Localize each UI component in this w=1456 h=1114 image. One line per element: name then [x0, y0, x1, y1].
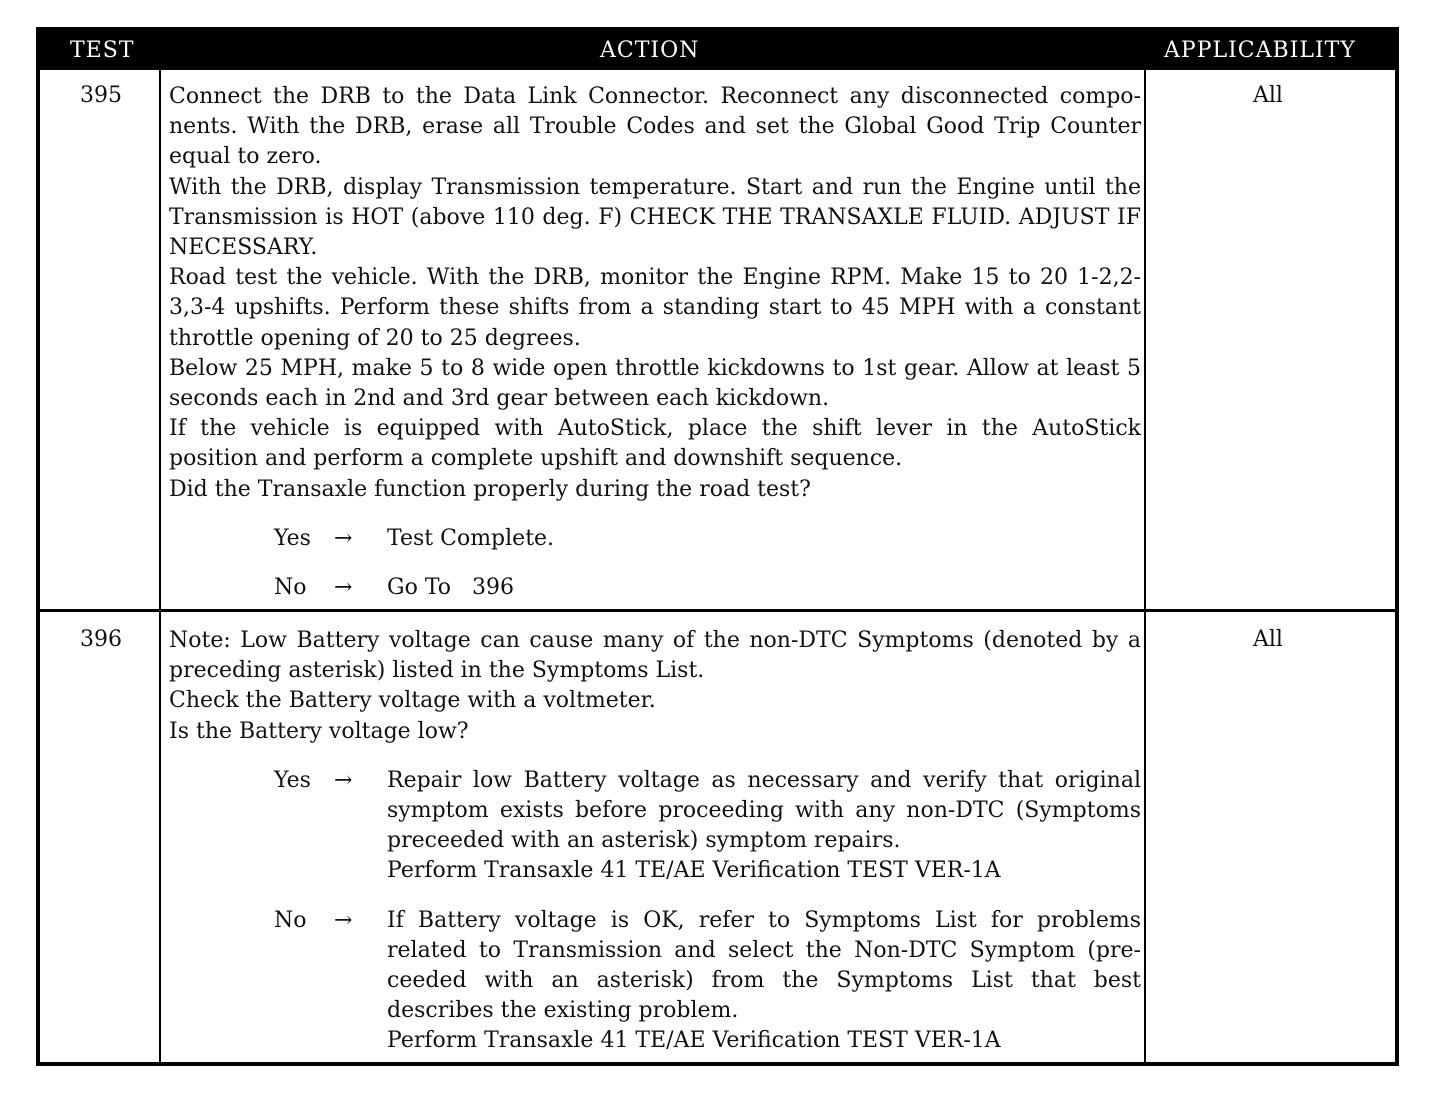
answer-no	[274, 906, 1141, 1057]
action-paragraph: Below 25 MPH, make 5 to 8 wide open throttle kickdowns to 1st gear. Allow at least 5 seconds each in 2nd and 3rd gear between each kickdown.	[169, 355, 1141, 412]
answer-label: Yes	[274, 767, 311, 793]
arrow-icon: →	[334, 575, 353, 601]
answer-text	[387, 906, 1141, 1057]
answer-label: No	[274, 575, 307, 601]
answer-text: Go To 396	[387, 575, 514, 601]
diagnostic-table	[36, 27, 1399, 1066]
action-paragraph: Is the Battery voltage low?	[169, 718, 469, 744]
answer-line: If Battery voltage is OK, refer to Symptoms List for problems related to Transmission and select the Non-DTC Symptom (pre-ceeded with an asterisk) from the Symptoms List that best describes the existing problem.	[387, 907, 1141, 1024]
answer-no	[274, 573, 1141, 603]
answer-text: Test Complete.	[387, 525, 555, 551]
answer-line: Perform Transaxle 41 TE/AE Verification TEST VER-1A	[387, 1028, 1001, 1054]
answer-line: Perform Transaxle 41 TE/AE Verification TEST VER-1A	[387, 858, 1001, 884]
action-paragraph: Road test the vehicle. With the DRB, monitor the Engine RPM. Make 15 to 20 1-2,2-3,3-4 upshifts. Perform these shifts from a standing start to 45 MPH with a constant throttle opening of 20 to 25 degrees.	[169, 265, 1141, 351]
answer-label: No	[274, 907, 307, 933]
arrow-icon: →	[334, 767, 353, 793]
arrow-icon: →	[334, 907, 353, 933]
test-number-396: 396	[80, 627, 122, 652]
action-cell-396	[169, 626, 1141, 1057]
test-number-395: 395	[80, 83, 122, 108]
table-header	[40, 31, 1395, 70]
column-divider-action	[1144, 70, 1146, 1062]
header-test: TEST	[70, 38, 135, 63]
action-paragraph: Check the Battery voltage with a voltmeter.	[169, 688, 656, 714]
answer-yes	[274, 766, 1141, 887]
action-cell-395	[169, 82, 1141, 603]
applicability-396: All	[1253, 627, 1283, 652]
action-paragraph: Connect the DRB to the Data Link Connector. Reconnect any disconnected compo-nents. With the DRB, erase all Trouble Codes and set the Global Good Trip Counter equal to zero.	[169, 84, 1141, 170]
action-paragraph: If the vehicle is equipped with AutoStick, place the shift lever in the AutoStick position and perform a complete upshift and downshift sequence.	[169, 416, 1141, 472]
action-paragraph: With the DRB, display Transmission temperature. Start and run the Engine until the Transmission is HOT (above 110 deg. F) CHECK THE TRANSAXLE FLUID. ADJUST IF NECESSARY.	[169, 174, 1141, 261]
arrow-icon: →	[334, 525, 353, 551]
answer-text	[387, 766, 1141, 887]
applicability-395: All	[1253, 83, 1283, 108]
header-action: ACTION	[600, 38, 700, 63]
header-applicability: APPLICABILITY	[1164, 38, 1356, 63]
answer-line: Repair low Battery voltage as necessary and verify that original symptom exists before proceeding with any non-DTC (Symptoms preceeded with an asterisk) symptom repairs.	[387, 767, 1141, 854]
column-divider-test	[159, 70, 161, 1062]
answer-label: Yes	[274, 525, 311, 551]
row-divider	[40, 609, 1395, 612]
answer-yes	[274, 524, 1141, 554]
action-paragraph: Note: Low Battery voltage can cause many of the non-DTC Symptoms (denoted by a preceding asterisk) listed in the Symptoms List.	[169, 628, 1141, 684]
action-paragraph: Did the Transaxle function properly during the road test?	[169, 476, 811, 502]
